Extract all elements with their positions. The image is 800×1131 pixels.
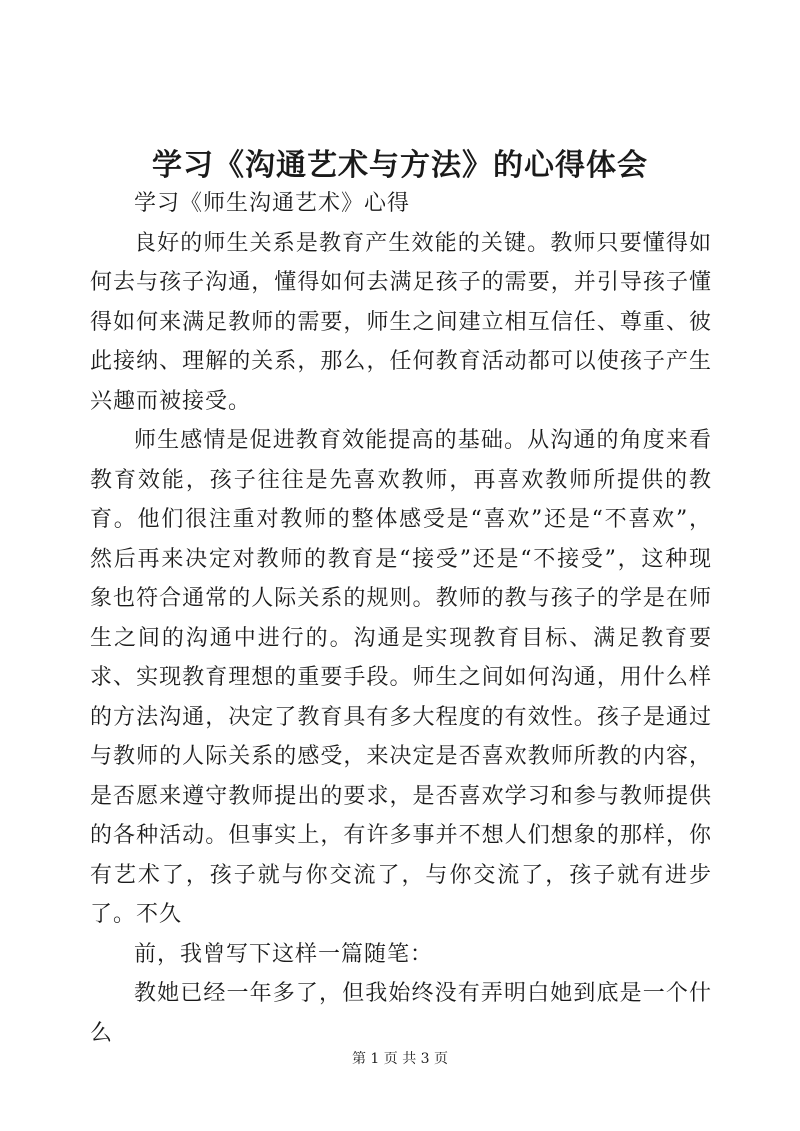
paragraph: 教她已经一年多了，但我始终没有弄明白她到底是一个什么 xyxy=(90,981,712,1046)
paragraph: 良好的师生关系是教育产生效能的关键。教师只要懂得如何去与孩子沟通，懂得如何去满足孩子的需要，并引导孩子懂得如何来满足教师的需要，师生之间建立相互信任、尊重、彼此接纳、理解的关系，那么，任何教育活动都可以使孩子产生兴趣而被接受。 xyxy=(90,230,712,414)
paragraph: 前，我曾写下这样一篇随笔： xyxy=(134,941,434,967)
document-title: 学习《沟通艺术与方法》的心得体会 xyxy=(152,148,648,183)
document-body xyxy=(90,184,712,1053)
document-subtitle: 学习《师生沟通艺术》心得 xyxy=(134,191,411,216)
page-footer: 第 1 页 共 3 页 xyxy=(351,1051,449,1067)
paragraph: 师生感情是促进教育效能提高的基础。从沟通的角度来看教育效能，孩子往往是先喜欢教师，再喜欢教师所提供的教育。他们很注重对教师的整体感受是“喜欢”还是“不喜欢”，然后再来决定对教师的教育是“接受”还是“不接受”，这种现象也符合通常的人际关系的规则。教师的教与孩子的学是在师生之间的沟通中进行的。沟通是实现教育目标、满足教育要求、实现教育理想的重要手段。师生之间如何沟通，用什么样的方法沟通，决定了教育具有多大程度的有效性。孩子是通过与教师的人际关系的感受，来决定是否喜欢教师所教的内容，是否愿来遵守教师提出的要求，是否喜欢学习和参与教师提供的各种活动。但事实上，有许多事并不想人们想象的那样，你有艺术了，孩子就与你交流了，与你交流了，孩子就有进步了。不久 xyxy=(90,428,712,927)
